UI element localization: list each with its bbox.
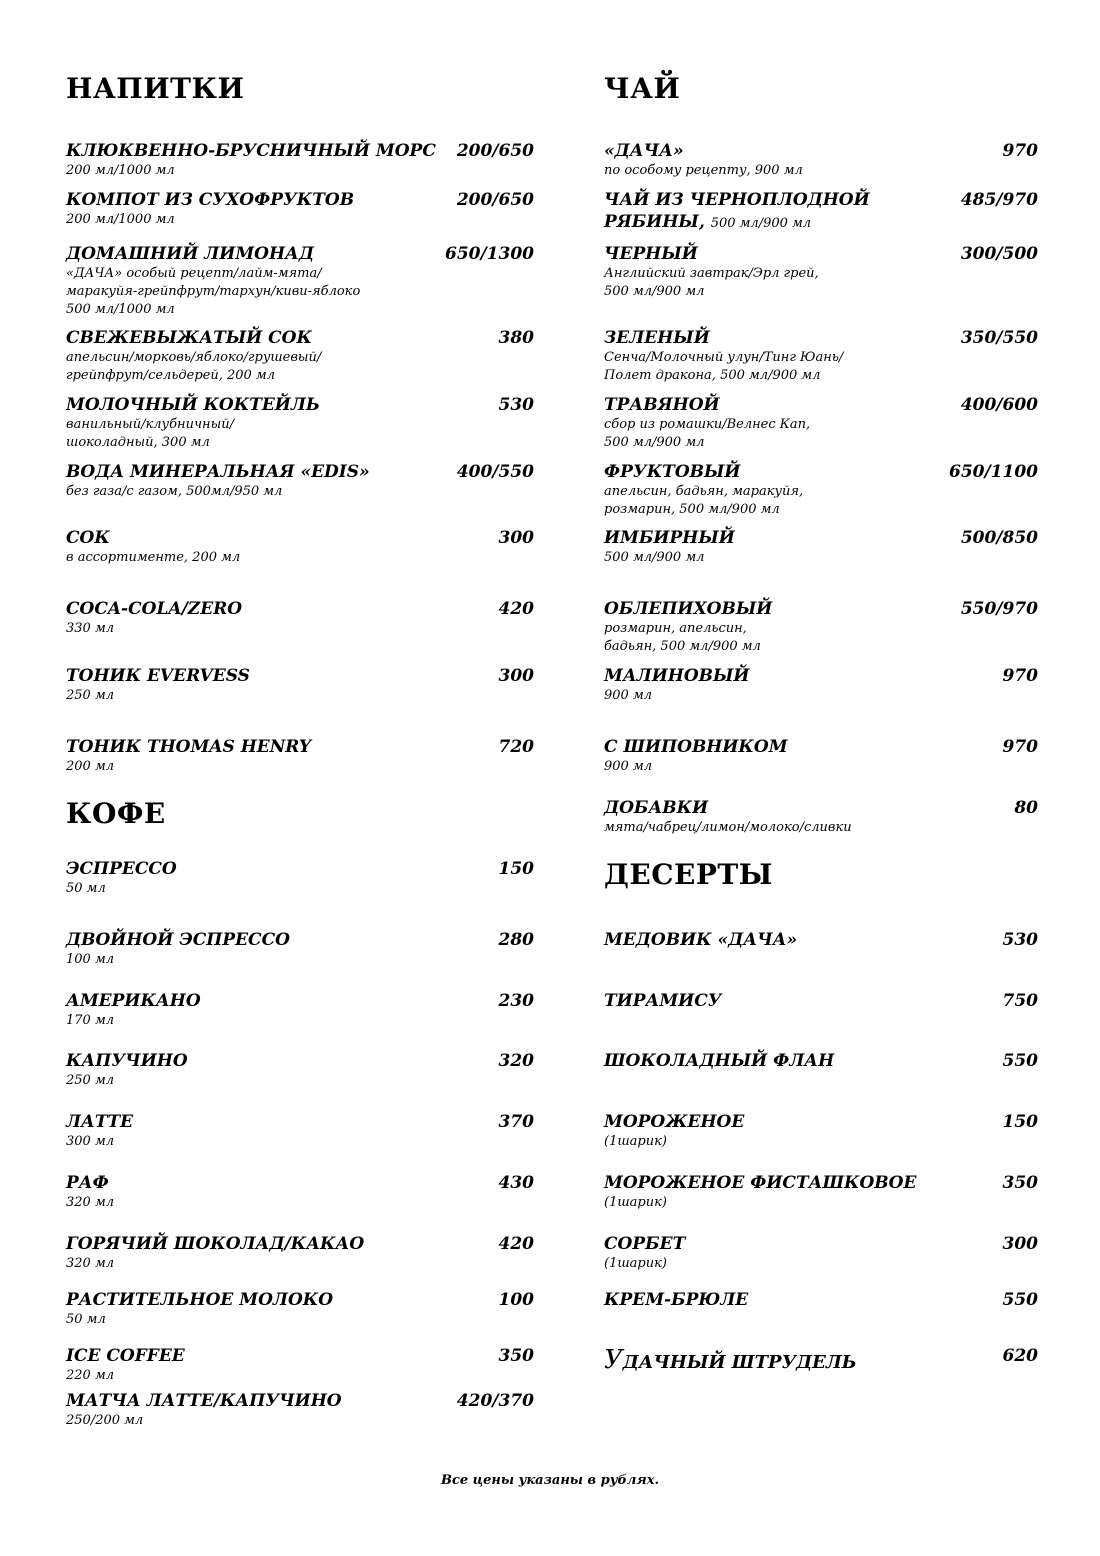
- strudel-initial: У: [604, 1345, 623, 1375]
- item-price: 200/650: [456, 190, 534, 210]
- item-desc: мята/чабрец/лимон/молоко/сливки: [604, 820, 852, 835]
- item-desc: 900 мл: [604, 759, 653, 774]
- item-price: 300/500: [960, 244, 1038, 264]
- item-price: 530: [1002, 930, 1038, 950]
- item-price: 720: [498, 737, 534, 757]
- menu-item: [66, 929, 534, 969]
- item-name: РАСТИТЕЛЬНОЕ МОЛОКО: [66, 1290, 334, 1310]
- item-name: МОРОЖЕНОЕ ФИСТАШКОВОЕ: [604, 1173, 917, 1193]
- item-price: 420: [498, 599, 534, 619]
- item-desc: апельсин, бадьян, маракуйя, розмарин, 500 мл/900 мл: [604, 484, 804, 517]
- item-desc: 50 мл: [66, 1312, 106, 1327]
- menu-item: [66, 1111, 534, 1151]
- menu-item: [66, 1233, 534, 1273]
- menu-item: [604, 665, 1038, 705]
- item-name: МАЛИНОВЫЙ: [604, 666, 750, 686]
- menu-item: [604, 1289, 1038, 1311]
- item-name: ДВОЙНОЙ ЭСПРЕССО: [66, 930, 290, 950]
- item-name: ДОБАВКИ: [604, 798, 709, 818]
- item-price: 400/600: [960, 395, 1038, 415]
- strudel-name-rest: ДАЧНЫЙ ШТРУДЕЛЬ: [622, 1352, 857, 1373]
- item-price: 420/370: [456, 1391, 534, 1411]
- item-name: ЛАТТЕ: [66, 1112, 134, 1132]
- item-name: ЭСПРЕССО: [66, 859, 177, 879]
- item-price: 400/550: [456, 462, 534, 482]
- item-desc: 50 мл: [66, 881, 106, 896]
- item-desc: в ассортименте, 200 мл: [66, 550, 241, 565]
- item-desc: апельсин/морковь/яблоко/грушевый/ грейпфрут/сельдерей, 200 мл: [66, 350, 322, 383]
- menu-item: [604, 140, 1038, 180]
- item-desc: 200 мл/1000 мл: [66, 163, 175, 178]
- menu-item: [604, 736, 1038, 776]
- menu-item: [66, 598, 534, 638]
- item-name: КАПУЧИНО: [66, 1051, 188, 1071]
- item-price: 970: [1002, 666, 1038, 686]
- item-name: ШОКОЛАДНЫЙ ФЛАН: [604, 1051, 835, 1071]
- menu-item: [604, 527, 1038, 567]
- item-desc: без газа/с газом, 500мл/950 мл: [66, 484, 283, 499]
- menu-item: [604, 1172, 1038, 1212]
- menu-item: [66, 1050, 534, 1090]
- item-price: 380: [498, 328, 534, 348]
- item-desc: 320 мл: [66, 1195, 115, 1210]
- menu-item: [66, 665, 534, 705]
- item-name: ТОНИК EVERVESS: [66, 666, 250, 686]
- menu-item: [66, 461, 534, 501]
- menu-item: [604, 243, 1038, 301]
- item-price: 485/970: [960, 190, 1038, 210]
- price-note: Все цены указаны в рублях.: [440, 1473, 660, 1488]
- item-desc: 250 мл: [66, 688, 115, 703]
- item-price: 230: [498, 991, 534, 1011]
- item-price: 150: [1002, 1112, 1038, 1132]
- item-desc: 250/200 мл: [66, 1413, 144, 1428]
- item-price: 350: [1002, 1173, 1038, 1193]
- item-desc: ванильный/клубничный/ шоколадный, 300 мл: [66, 417, 234, 450]
- item-price: 300: [498, 528, 534, 548]
- item-name: ТРАВЯНОЙ: [604, 395, 720, 415]
- menu-item: [66, 394, 534, 452]
- item-desc: (1шарик): [604, 1134, 667, 1149]
- menu-item: [604, 1345, 1038, 1374]
- item-name: ГОРЯЧИЙ ШОКОЛАД/КАКАО: [66, 1234, 365, 1254]
- item-price: 150: [498, 859, 534, 879]
- item-price: 970: [1002, 737, 1038, 757]
- item-price: 550/970: [960, 599, 1038, 619]
- item-name: ТОНИК THOMAS HENRY: [66, 737, 311, 757]
- menu-item: [66, 189, 534, 229]
- menu-item: [66, 736, 534, 776]
- item-name: КОМПОТ ИЗ СУХОФРУКТОВ: [66, 190, 355, 210]
- item-name: ОБЛЕПИХОВЫЙ: [604, 599, 773, 619]
- item-desc: по особому рецепту, 900 мл: [604, 163, 803, 178]
- item-name: МОЛОЧНЫЙ КОКТЕЙЛЬ: [66, 395, 320, 415]
- item-price: 620: [1002, 1346, 1038, 1366]
- section-title-desserts: ДЕСЕРТЫ: [604, 858, 773, 891]
- item-price: 370: [498, 1112, 534, 1132]
- item-desc: 330 мл: [66, 621, 115, 636]
- item-desc: сбор из ромашки/Велнес Кап, 500 мл/900 мл: [604, 417, 811, 450]
- menu-item: [66, 1345, 534, 1385]
- item-name: КРЕМ-БРЮЛЕ: [604, 1290, 749, 1310]
- item-desc: 200 мл/1000 мл: [66, 212, 175, 227]
- item-desc: 500 мл/900 мл: [604, 550, 705, 565]
- menu-item: [604, 797, 1038, 837]
- item-desc: 220 мл: [66, 1368, 115, 1383]
- item-price: 430: [498, 1173, 534, 1193]
- item-price: 350/550: [960, 328, 1038, 348]
- item-price: 280: [498, 930, 534, 950]
- item-price: 550: [1002, 1290, 1038, 1310]
- section-title-coffee: КОФЕ: [66, 797, 166, 830]
- item-desc: «ДАЧА» особый рецепт/лайм-мята/ маракуйя-грейпфрут/тархун/киви-яблоко 500 мл/1000 мл: [66, 266, 361, 317]
- item-name: «ДАЧА»: [604, 141, 684, 161]
- item-price: 500/850: [960, 528, 1038, 548]
- menu-item: [604, 1233, 1038, 1273]
- item-price: 750: [1002, 991, 1038, 1011]
- item-price: 350: [498, 1346, 534, 1366]
- menu-item: [66, 1172, 534, 1212]
- item-desc: 300 мл: [66, 1134, 115, 1149]
- item-price: 320: [498, 1051, 534, 1071]
- menu-item: [66, 243, 534, 319]
- item-name: С ШИПОВНИКОМ: [604, 737, 788, 757]
- item-desc: 500 мл/900 мл: [710, 216, 812, 231]
- menu-item: [604, 461, 1038, 519]
- item-name: [604, 189, 884, 235]
- item-desc: 200 мл: [66, 759, 115, 774]
- menu-item: [604, 189, 1038, 235]
- item-desc: 100 мл: [66, 952, 115, 967]
- item-price: 100: [498, 1290, 534, 1310]
- item-name: [604, 1345, 1038, 1374]
- menu-item: [66, 1390, 534, 1430]
- item-name: КЛЮКВЕННО-БРУСНИЧНЫЙ МОРС: [66, 141, 436, 161]
- item-desc: Английский завтрак/Эрл грей, 500 мл/900 мл: [604, 266, 819, 299]
- menu-item: [66, 858, 534, 898]
- menu-item: [604, 1050, 1038, 1072]
- menu-item: [604, 327, 1038, 385]
- item-name: ФРУКТОВЫЙ: [604, 462, 741, 482]
- menu-item: [604, 598, 1038, 656]
- item-name: ДОМАШНИЙ ЛИМОНАД: [66, 244, 314, 264]
- menu-item: [604, 929, 1038, 951]
- menu-item: [604, 394, 1038, 452]
- item-price: 650/1100: [948, 462, 1038, 482]
- item-name: МЕДОВИК «ДАЧА»: [604, 930, 798, 950]
- menu-item: [66, 1289, 534, 1329]
- item-price: 300: [498, 666, 534, 686]
- item-desc: (1шарик): [604, 1256, 667, 1271]
- item-name: ТИРАМИСУ: [604, 991, 722, 1011]
- item-name: МОРОЖЕНОЕ: [604, 1112, 745, 1132]
- item-price: 650/1300: [444, 244, 534, 264]
- item-price: 300: [1002, 1234, 1038, 1254]
- item-name: ИМБИРНЫЙ: [604, 528, 735, 548]
- item-name: АМЕРИКАНО: [66, 991, 201, 1011]
- menu-item: [604, 990, 1038, 1012]
- item-name: ICE COFFEE: [66, 1346, 185, 1366]
- section-title-tea: ЧАЙ: [604, 72, 681, 105]
- item-price: 200/650: [456, 141, 534, 161]
- menu-item: [66, 140, 534, 180]
- item-desc: 250 мл: [66, 1073, 115, 1088]
- item-name: РАФ: [66, 1173, 109, 1193]
- item-name: СВЕЖЕВЫЖАТЫЙ СОК: [66, 328, 312, 348]
- item-desc: 900 мл: [604, 688, 653, 703]
- menu-item: [604, 1111, 1038, 1151]
- item-name: СОК: [66, 528, 110, 548]
- item-desc: розмарин, апельсин, бадьян, 500 мл/900 мл: [604, 621, 761, 654]
- item-name: СОРБЕТ: [604, 1234, 686, 1254]
- item-name: COCA-COLA/ZERO: [66, 599, 243, 619]
- item-desc: 320 мл: [66, 1256, 115, 1271]
- item-name: ВОДА МИНЕРАЛЬНАЯ «EDIS»: [66, 462, 370, 482]
- item-name: ЧЕРНЫЙ: [604, 244, 698, 264]
- item-desc: Сенча/Молочный улун/Тинг Юань/ Полет дракона, 500 мл/900 мл: [604, 350, 844, 383]
- menu-item: [66, 327, 534, 385]
- item-price: 970: [1002, 141, 1038, 161]
- section-title-drinks: НАПИТКИ: [66, 72, 245, 105]
- item-name: ЗЕЛЕНЫЙ: [604, 328, 710, 348]
- item-name-text: ЧАЙ ИЗ ЧЕРНОПЛОДНОЙ РЯБИНЫ,: [604, 190, 870, 232]
- item-price: 420: [498, 1234, 534, 1254]
- item-desc: 170 мл: [66, 1013, 115, 1028]
- item-price: 550: [1002, 1051, 1038, 1071]
- menu-item: [66, 990, 534, 1030]
- item-name: МАТЧА ЛАТТЕ/КАПУЧИНО: [66, 1391, 342, 1411]
- menu-item: [66, 527, 534, 567]
- item-desc: (1шарик): [604, 1195, 667, 1210]
- item-price: 530: [498, 395, 534, 415]
- item-price: 80: [1014, 798, 1038, 818]
